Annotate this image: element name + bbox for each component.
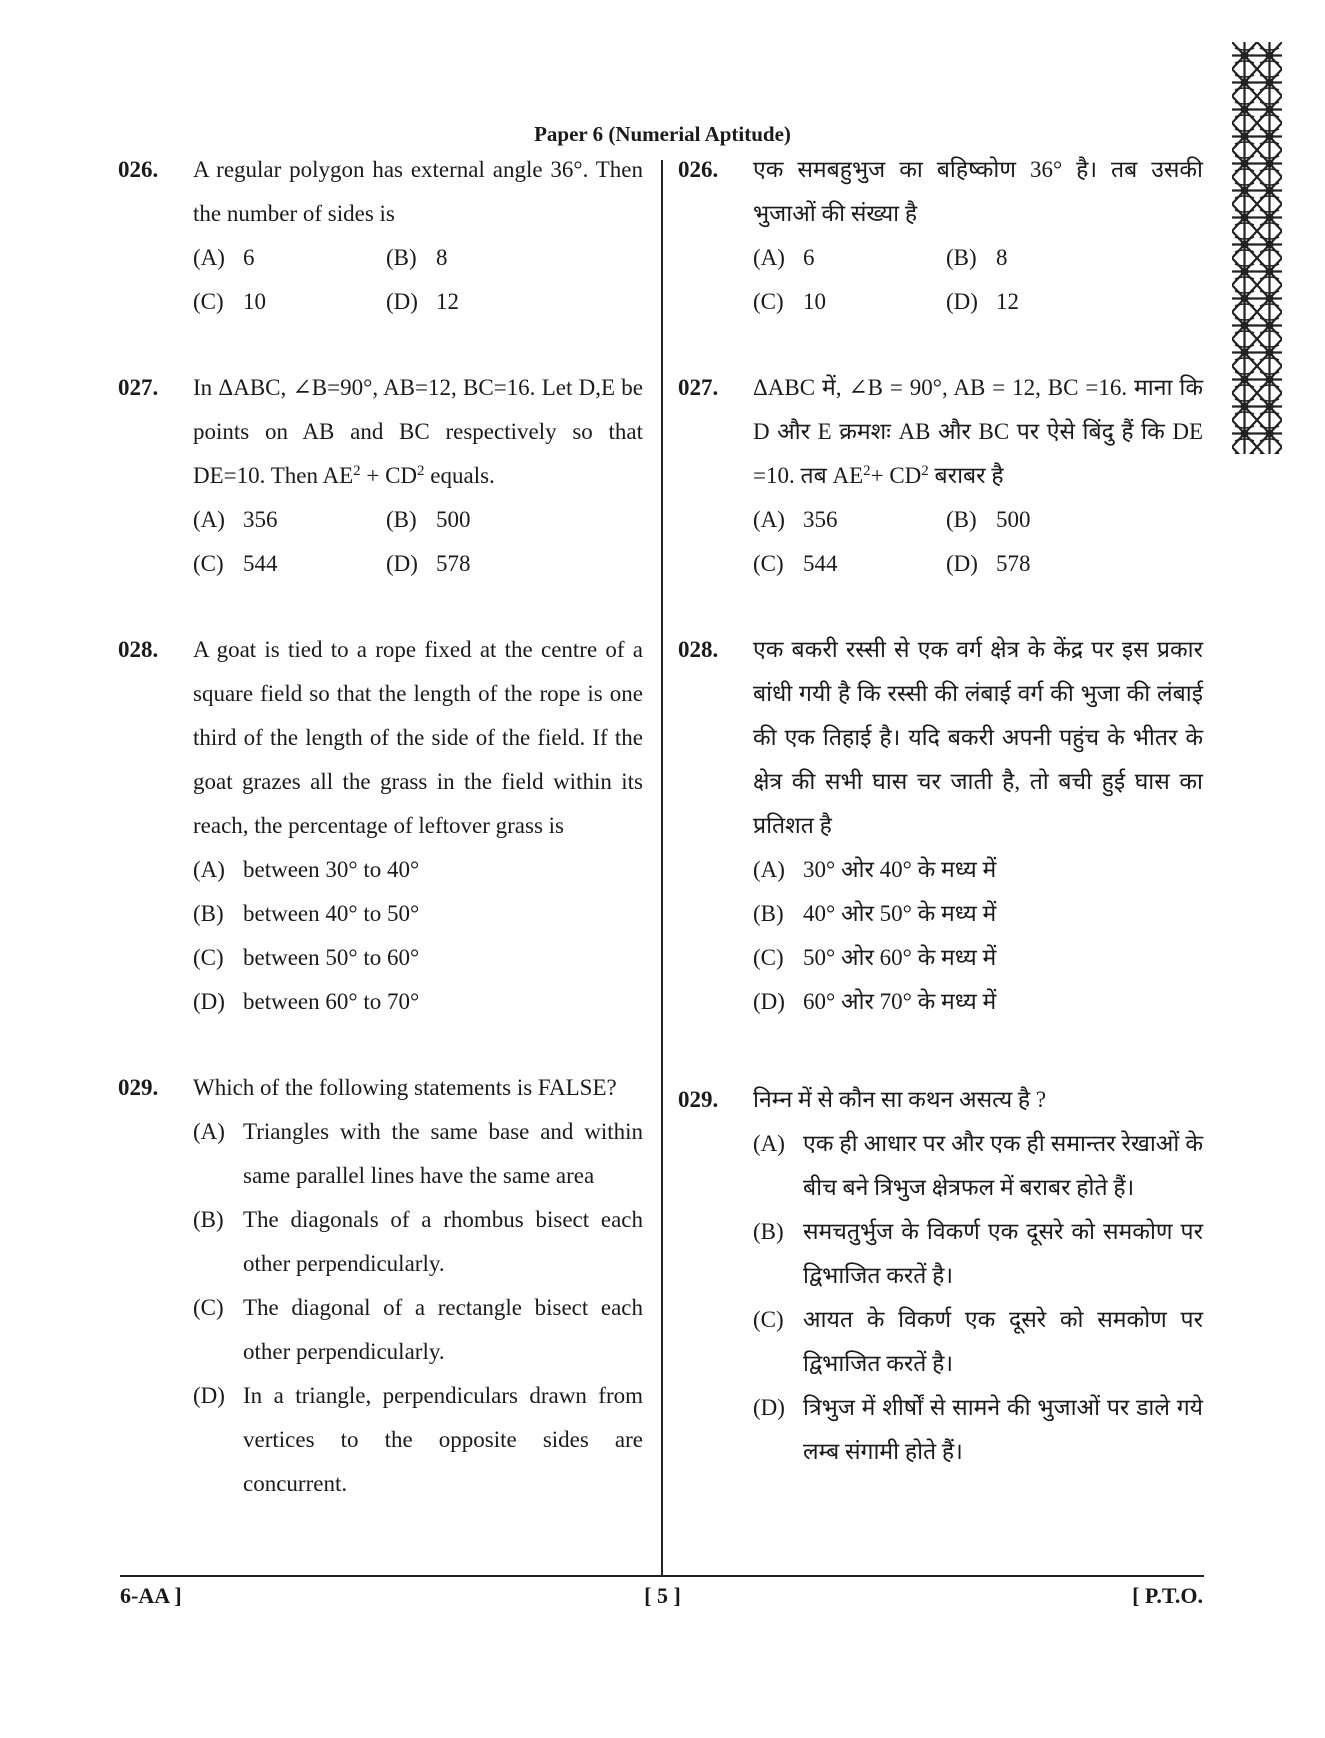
english-column xyxy=(118,148,643,1506)
question-number: 027. xyxy=(118,375,159,400)
question-number: 026. xyxy=(118,157,159,182)
question-stem: निम्न में से कौन सा कथन असत्य है ? xyxy=(753,1087,1047,1112)
question-026-hi xyxy=(678,148,1203,324)
question-029-hi xyxy=(678,1078,1203,1474)
option-d: (D) त्रिभुज में शीर्षों से सामने की भुजाओं पर डाले गये लम्ब संगामी होते हैं। xyxy=(753,1395,1203,1464)
page-title: Paper 6 (Numerial Aptitude) xyxy=(534,122,791,146)
option-c: (C) 544 xyxy=(753,551,838,576)
footer-pto: [ P.T.O. xyxy=(1132,1583,1203,1608)
option-b: (B) between 40° to 50° xyxy=(193,901,420,926)
question-027-hi xyxy=(678,366,1203,586)
option-b: (B) समचतुर्भुज के विकर्ण एक दूसरे को समकोण पर द्विभाजित करतें है। xyxy=(753,1219,1203,1288)
option-d: (D) between 60° to 70° xyxy=(193,989,420,1014)
question-027-en xyxy=(118,366,643,586)
options xyxy=(753,1122,1203,1474)
question-stem: A regular polygon has external angle 36°. Then the number of sides is xyxy=(193,157,643,226)
question-stem: ΔABC में, ∠B = 90°, AB = 12, BC =16. माना कि D और E क्रमशः AB और BC पर ऐसे बिंदु हैं कि DE =10. तब $AE^2+ CD^2$ बराबर है xyxy=(753,375,1203,488)
question-stem: A goat is tied to a rope fixed at the centre of a square field so that the length of the rope is one third of the length of the side of the field. If the goat grazes all the grass in the field within its reach, the percentage of leftover grass is xyxy=(193,637,643,838)
option-c: (C) between 50° to 60° xyxy=(193,945,420,970)
options xyxy=(753,236,1203,324)
option-a: (A) 356 xyxy=(753,507,838,532)
option-c: (C) The diagonal of a rectangle bisect each other perpendicularly. xyxy=(193,1295,643,1364)
question-028-hi xyxy=(678,628,1203,1024)
option-a: (A) 6 xyxy=(193,245,255,270)
question-number: 029. xyxy=(678,1087,719,1112)
option-d: (D) In a triangle, perpendiculars drawn from vertices to the opposite sides are concurrent. xyxy=(193,1383,643,1496)
question-number: 027. xyxy=(678,375,719,400)
options xyxy=(193,848,643,1024)
options xyxy=(193,1110,643,1506)
option-a: (A) 30° ओर 40° के मध्य में xyxy=(753,857,997,882)
question-stem: एक बकरी रस्सी से एक वर्ग क्षेत्र के केंद्र पर इस प्रकार बांधी गयी है कि रस्सी की लंबाई वर्ग की भुजा की लंबाई की एक तिहाई है। यदि बकरी अपनी पहुंच के भीतर के क्षेत्र की सभी घास चर जाती है, तो बची हुई घास का प्रतिशत है xyxy=(753,637,1203,838)
option-c: (C) 544 xyxy=(193,551,278,576)
column-divider xyxy=(661,160,663,1575)
option-b: (B) 40° ओर 50° के मध्य में xyxy=(753,901,997,926)
question-026-en xyxy=(118,148,643,324)
hindi-column xyxy=(678,148,1203,1474)
option-a: (A) Triangles with the same base and within same parallel lines have the same area xyxy=(193,1119,643,1188)
option-d: (D) 12 xyxy=(946,289,1019,314)
option-b: (B) 500 xyxy=(386,507,471,532)
option-c: (C) आयत के विकर्ण एक दूसरे को समकोण पर द्विभाजित करतें है। xyxy=(753,1307,1203,1376)
footer-rule xyxy=(120,1575,1204,1577)
options xyxy=(193,498,643,586)
question-number: 028. xyxy=(678,637,719,662)
option-b: (B) The diagonals of a rhombus bisect each other perpendicularly. xyxy=(193,1207,643,1276)
question-number: 029. xyxy=(118,1075,159,1100)
question-stem: एक समबहुभुज का बहिष्कोण 36° है। तब उसकी भुजाओं की संख्या है xyxy=(753,157,1203,226)
option-c: (C) 10 xyxy=(193,289,266,314)
question-stem: In ΔABC, ∠B=90°, AB=12, BC=16. Let D,E be points on AB and BC respectively so that DE=10. Then $AE^2 + CD^2$ equals. xyxy=(193,375,643,488)
option-d: (D) 12 xyxy=(386,289,459,314)
option-d: (D) 60° ओर 70° के मध्य में xyxy=(753,989,997,1014)
question-number: 026. xyxy=(678,157,719,182)
question-stem: Which of the following statements is FALSE? xyxy=(193,1075,617,1100)
option-a: (A) 356 xyxy=(193,507,278,532)
option-a: (A) between 30° to 40° xyxy=(193,857,420,882)
question-number: 028. xyxy=(118,637,159,662)
option-a: (A) एक ही आधार पर और एक ही समान्तर रेखाओं के बीच बने त्रिभुज क्षेत्रफल में बराबर होते हैं। xyxy=(753,1131,1203,1200)
option-c: (C) 50° ओर 60° के मध्य में xyxy=(753,945,997,970)
page-number: [ 5 ] xyxy=(644,1583,681,1608)
options xyxy=(193,236,643,324)
options xyxy=(753,848,1203,1024)
question-029-en xyxy=(118,1066,643,1506)
options xyxy=(753,498,1203,586)
option-c: (C) 10 xyxy=(753,289,826,314)
option-d: (D) 578 xyxy=(386,551,471,576)
security-pattern-strip xyxy=(1232,42,1282,454)
option-b: (B) 500 xyxy=(946,507,1031,532)
option-b: (B) 8 xyxy=(386,245,448,270)
footer-code: 6-AA ] xyxy=(120,1583,182,1608)
option-a: (A) 6 xyxy=(753,245,815,270)
option-b: (B) 8 xyxy=(946,245,1008,270)
option-d: (D) 578 xyxy=(946,551,1031,576)
question-028-en xyxy=(118,628,643,1024)
